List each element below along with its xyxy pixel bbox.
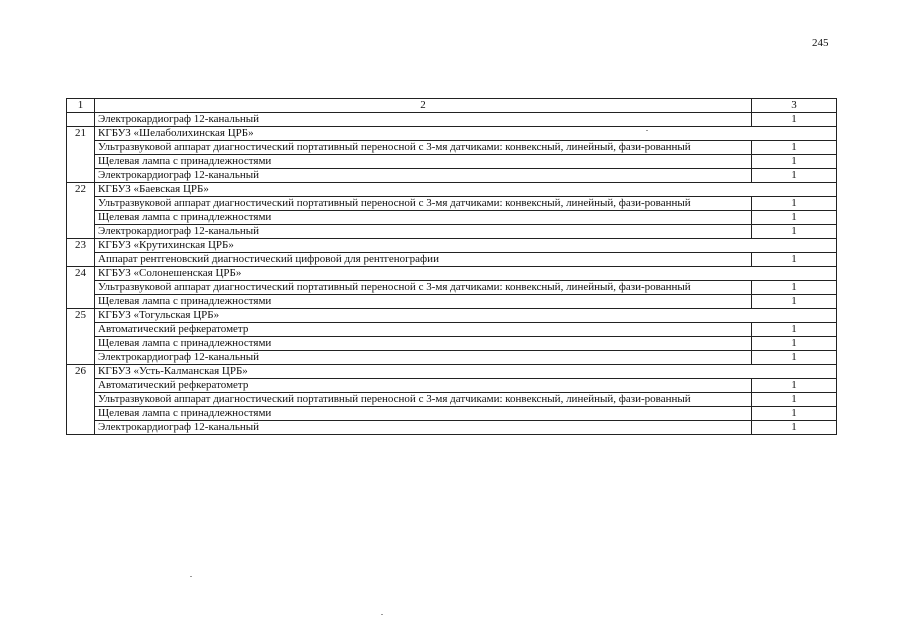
scan-speck xyxy=(381,614,383,615)
page-number: 245 xyxy=(812,37,829,49)
scan-speck xyxy=(190,576,192,577)
item-name: Аппарат рентгеновский диагностический цифровой для рентгенографии xyxy=(95,253,752,267)
item-qty: 1 xyxy=(752,323,837,337)
item-qty: 1 xyxy=(752,379,837,393)
header-col-1: 1 xyxy=(67,99,95,113)
item-name: Автоматический рефкератометр xyxy=(95,323,752,337)
group-title: КГБУЗ «Усть-Калманская ЦРБ» xyxy=(95,365,837,379)
item-qty: 1 xyxy=(752,155,837,169)
scan-speck xyxy=(646,130,648,131)
group-header-row xyxy=(67,309,837,323)
table-row xyxy=(67,155,837,169)
group-number: 25 xyxy=(67,309,95,365)
group-header-row xyxy=(67,183,837,197)
item-name: Ультразвуковой аппарат диагностический портативный переносной с 3-мя датчиками: конвексный, линейный, фази-рованный xyxy=(95,197,752,211)
table-row xyxy=(67,323,837,337)
table-row xyxy=(67,169,837,183)
table-row xyxy=(67,225,837,239)
table-row xyxy=(67,281,837,295)
header-col-2: 2 xyxy=(95,99,752,113)
item-name: Щелевая лампа с принадлежностями xyxy=(95,295,752,309)
item-name: Электрокардиограф 12-канальный xyxy=(95,169,752,183)
table-row xyxy=(67,379,837,393)
item-qty: 1 xyxy=(752,141,837,155)
group-title: КГБУЗ «Шелаболихинская ЦРБ» xyxy=(95,127,837,141)
group-number: 24 xyxy=(67,267,95,309)
row-number-empty xyxy=(67,113,95,127)
item-qty: 1 xyxy=(752,295,837,309)
item-name: Электрокардиограф 12-канальный xyxy=(95,421,752,435)
item-name: Автоматический рефкератометр xyxy=(95,379,752,393)
group-header-row xyxy=(67,267,837,281)
table-row xyxy=(67,351,837,365)
group-title: КГБУЗ «Солонешенская ЦРБ» xyxy=(95,267,837,281)
item-name: Щелевая лампа с принадлежностями xyxy=(95,211,752,225)
item-name: Щелевая лампа с принадлежностями xyxy=(95,407,752,421)
table-row xyxy=(67,253,837,267)
item-qty: 1 xyxy=(752,113,837,127)
item-qty: 1 xyxy=(752,281,837,295)
group-header-row xyxy=(67,127,837,141)
item-name: Ультразвуковой аппарат диагностический портативный переносной с 3-мя датчиками: конвексный, линейный, фази-рованный xyxy=(95,141,752,155)
group-number: 26 xyxy=(67,365,95,435)
group-number: 21 xyxy=(67,127,95,183)
table-row xyxy=(67,197,837,211)
item-qty: 1 xyxy=(752,337,837,351)
group-title: КГБУЗ «Тогульская ЦРБ» xyxy=(95,309,837,323)
table-row xyxy=(67,393,837,407)
item-name: Электрокардиограф 12-канальный xyxy=(95,113,752,127)
group-header-row xyxy=(67,239,837,253)
item-name: Электрокардиограф 12-канальный xyxy=(95,351,752,365)
group-number: 22 xyxy=(67,183,95,239)
item-qty: 1 xyxy=(752,253,837,267)
group-number: 23 xyxy=(67,239,95,267)
table-body xyxy=(67,99,837,435)
item-qty: 1 xyxy=(752,407,837,421)
table-row xyxy=(67,337,837,351)
group-title: КГБУЗ «Крутихинская ЦРБ» xyxy=(95,239,837,253)
item-name: Щелевая лампа с принадлежностями xyxy=(95,337,752,351)
group-title: КГБУЗ «Баевская ЦРБ» xyxy=(95,183,837,197)
table-row xyxy=(67,211,837,225)
item-qty: 1 xyxy=(752,197,837,211)
item-qty: 1 xyxy=(752,211,837,225)
table-row xyxy=(67,421,837,435)
item-name: Ультразвуковой аппарат диагностический портативный переносной с 3-мя датчиками: конвексный, линейный, фази-рованный xyxy=(95,281,752,295)
equipment-table xyxy=(66,98,837,435)
table-row xyxy=(67,407,837,421)
item-qty: 1 xyxy=(752,351,837,365)
group-header-row xyxy=(67,365,837,379)
table-row xyxy=(67,141,837,155)
item-qty: 1 xyxy=(752,169,837,183)
item-name: Ультразвуковой аппарат диагностический портативный переносной с 3-мя датчиками: конвексный, линейный, фази-рованный xyxy=(95,393,752,407)
table-row xyxy=(67,295,837,309)
item-qty: 1 xyxy=(752,393,837,407)
header-col-3: 3 xyxy=(752,99,837,113)
header-row xyxy=(67,99,837,113)
item-name: Электрокардиограф 12-канальный xyxy=(95,225,752,239)
item-qty: 1 xyxy=(752,225,837,239)
item-name: Щелевая лампа с принадлежностями xyxy=(95,155,752,169)
item-qty: 1 xyxy=(752,421,837,435)
leading-row xyxy=(67,113,837,127)
